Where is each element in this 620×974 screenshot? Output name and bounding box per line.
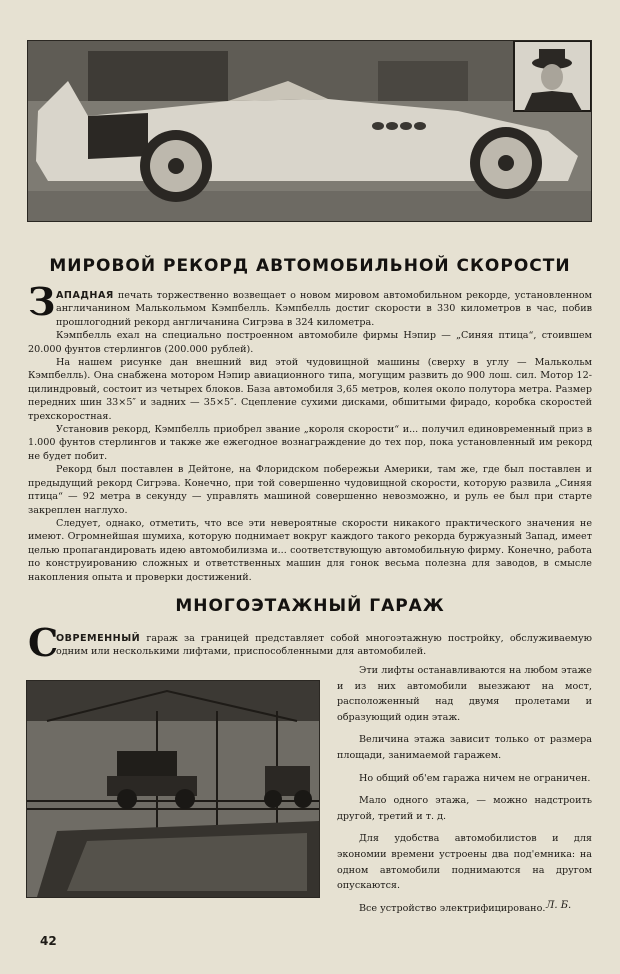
article-title-garage: МНОГОЭТАЖНЫЙ ГАРАЖ	[175, 596, 445, 616]
article2-column-paragraph-3: Но общий об'ем гаража ничем не ограничен.	[359, 772, 591, 784]
article1-paragraph-1: печать торжественно возвещает о новом мировом автомобильном рекорде, установленном англичанином Малькольмом Кэмпбелль. Кэмпбелль достиг скорости в 330 километров в час, побив прошлогодний рекорд англичанина Сигрэва в 324 километра.	[56, 290, 592, 328]
race-car-illustration	[28, 41, 591, 221]
article2-column-paragraph-2: Величина этажа зависит только от размера площади, занимаемой гаражем.	[337, 734, 592, 761]
page-number: 42	[40, 934, 57, 948]
article1-paragraph-4: Установив рекорд, Кэмпбелль приобрел звание „короля скорости“ и... получил единовременный приз в 1.000 фунтов стерлингов и также же ежегодное вознаграждение до тех пор, пока установленный им рекорд не будет побит.	[28, 424, 592, 462]
lead-word-zapadnaya: АПАДНАЯ	[56, 290, 114, 301]
race-car-photo	[27, 40, 592, 222]
garage-illustration	[27, 681, 319, 897]
article2-column-paragraph-1: Эти лифты останавливаются на любом этаже и из них автомобили выезжают на мост, расположенный над двумя пролетами и образующий один этаж.	[337, 665, 592, 723]
garage-photo	[26, 680, 320, 898]
drop-cap-z: З	[28, 279, 56, 324]
article-title-speed-record: МИРОВОЙ РЕКОРД АВТОМОБИЛЬНОЙ СКОРОСТИ	[49, 256, 571, 276]
article1-paragraph-2: Кэмпбелль ехал на специально построенном автомобиле фирмы Нэпир — „Синяя птица“, стоившем 20.000 фунтов стерлингов (200.000 рублей).	[28, 330, 592, 355]
article2-intro	[28, 632, 592, 659]
article1-paragraph-5: Рекорд был поставлен в Дейтоне, на Флоридском побережьи Америки, там же, где был поставлен и предыдущий рекорд Сигрэва. Конечно, при той совершенно чудовищной скорости, которую развила „Синяя птица“ — 92 метра в секунду — управлять машиной совершенно невозможно, и руль ее был при старте закреплен наглухо.	[28, 464, 592, 516]
article1-text	[28, 289, 592, 584]
article2-paragraph-1: гараж за границей представляет собой многоэтажную постройку, обслуживаемую одним или несколькими лифтами, приспособленными для автомобилей.	[56, 633, 592, 658]
article1-paragraph-3: На нашем рисунке дан внешний вид этой чудовищной машины (сверху в углу — Малькольм Кэмпбелль). Она снабжена мотором Нэпир авиационного типа, могущим развить до 900 лош. сил. Мотор 12-цилиндровый, состоит из четырех блоков. База автомобиля 3,65 метров, колея около полутора метра. Размер передних шин 33×5″ и задних — 35×5″. Сцепление сухими дисками, обшитыми фирадо, коробка скоростей трехскоростная.	[28, 357, 592, 422]
lead-word-sovremenny: ОВРЕМЕННЫЙ	[56, 633, 141, 644]
article2-column-paragraph-4: Мало одного этажа, — можно надстроить другой, третий и т. д.	[337, 795, 592, 822]
article2-column-paragraph-6: Все устройство электрифицировано.	[359, 902, 546, 914]
article2-column-paragraph-5: Для удобства автомобилистов и для экономии времени устроены два под'емника: на одном автомобили поднимаются на другом опускаются.	[337, 833, 592, 892]
article2-column	[337, 663, 592, 923]
article1-paragraph-6: Следует, однако, отметить, что все эти невероятные скорости никакого практического значения не имеют. Огромнейшая шумиха, которую поднимает вокруг каждого такого рекорда буржуазный Запад, имеет целью пропагандировать идею автомобилизма и... соответствующую автомобильную фирму. Конечно, работа по конструированию сложных и ответственных машин для гонок весьма полезна для заводов, в смысле накопления опыта и проверки достижений.	[28, 517, 592, 583]
author-signature: Л. Б.	[546, 900, 572, 911]
drop-cap-s: С	[28, 620, 59, 665]
